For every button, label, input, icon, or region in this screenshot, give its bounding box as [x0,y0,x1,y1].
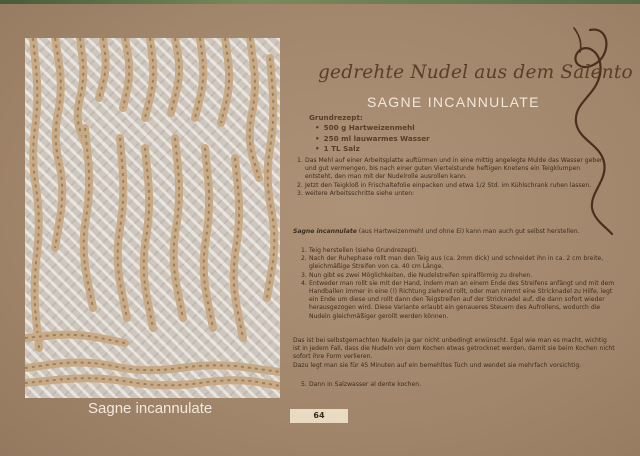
step-text: Jetzt den Teigkloß in Frischaltefolie einpacken und etwa 1/2 Std. im Kühlschrank ruhen lassen. [305,181,592,189]
step-number: 2. [301,255,307,263]
step-number: 4. [301,279,307,287]
pasta-strand [195,38,203,118]
step-row [301,381,501,389]
ingredient-list [315,123,430,155]
drying-note: Das ist bei selbstgemachten Nudeln ja gar nicht unbedingt erwünscht. Egal wie man es macht, wichtig ist in jedem Fall, dass die Nudeln vor dem Kochen etwas getrocknet werden, damit sie beim Kochen nicht sofort ihre Form verlieren. [293,337,615,361]
pasta-strand [118,138,127,318]
pasta-strand [250,38,259,178]
base-steps [297,157,609,198]
drying-notes [293,337,615,370]
pasta-photo [25,38,280,398]
photo-caption: Sagne incannulate [88,400,213,417]
step-row [297,190,609,198]
step-row [297,182,609,190]
step-number: 3. [297,189,303,197]
step-row [301,272,615,280]
step-text: Dann in Salzwasser al dente kochen. [309,381,422,388]
step-row [297,157,609,182]
grundrezept-label: Grundrezept: [309,113,363,122]
pasta-strand [174,138,183,318]
step-number: 1. [297,157,303,164]
step-number: 3. [301,271,307,279]
step-row [301,247,615,255]
pasta-strand [234,158,243,338]
intro-bold: Sagne incannulate [293,228,357,235]
pasta-illustration [25,38,280,398]
decorative-swirl-icon [560,22,620,242]
pasta-strand [145,38,153,118]
step-number: 1. [301,247,307,254]
step-text: Nach der Ruhephase rollt man den Teig aus (ca. 2mm dick) und schneidet ihn in ca. 2 cm breite, gleichmäßige Streifen von ca. 40 cm Länge. [309,255,604,271]
sagne-intro [293,228,615,236]
pasta-strand [204,148,213,328]
step-text: Das Mehl auf einer Arbeitsplatte auftürmen und in eine mittig angelegte Mulde das Wasser geben und gut vermengen, bis nach einer guten Viertelstunde heftigen Knetens ein Teigklumpen entsteht, den man mit der Nudelrolle ausrollen kann. [305,157,604,181]
top-strip [0,0,640,4]
sagne-steps [301,247,615,321]
page-number: 64 [290,409,348,423]
intro-text: (aus Hartweizenmehl und ohne Ei) kann man auch gut selbst herstellen. [356,228,580,235]
step-text: Entweder man rollt sie mit der Hand, indem man an einem Ende des Streifens anfängt und mit dem Handballen immer in eine (!) Richtung ziehend rollt, oder man nimmt eine Stricknadel zu Hilfe, legt ein Ende um diese und rollt dann den Teigstreifen auf der Stricknadel auf, die dann sofort wieder herausgezogen wird. Diese Variante erlaubt ein genaueres Steuern des Aufrollens, wodurch die Nudeln gleichmäßiger gerollt werden können. [309,279,615,320]
pasta-strand [84,128,93,308]
step-text: weitere Arbeitsschritte siehe unten: [305,189,415,197]
pasta-strand [144,148,153,328]
step-row [301,280,615,321]
step-text: Nun gibt es zwei Möglichkeiten, die Nudelstreifen spiralförmig zu drehen. [309,271,533,279]
step-number: 5. [301,381,307,388]
step-number: 2. [297,181,303,189]
drying-note: Dazu legt man sie für 45 Minuten auf ein bemehltes Tuch und wendet sie mehrfach vorsichtig. [293,361,582,369]
ingredient-item: • 500 g Hartweizenmehl [315,123,430,134]
ingredient-item: • 250 ml lauwarmes Wasser [315,134,430,145]
ingredient-item: • 1 TL Salz [315,144,430,155]
step-text: Teig herstellen (siehe Grundrezept). [309,247,419,254]
recipe-subtitle: SAGNE INCANNULATE [367,94,540,110]
recipe-title: gedrehte Nudel aus dem Salento [318,62,633,83]
final-step [301,381,501,389]
step-row [301,255,615,271]
